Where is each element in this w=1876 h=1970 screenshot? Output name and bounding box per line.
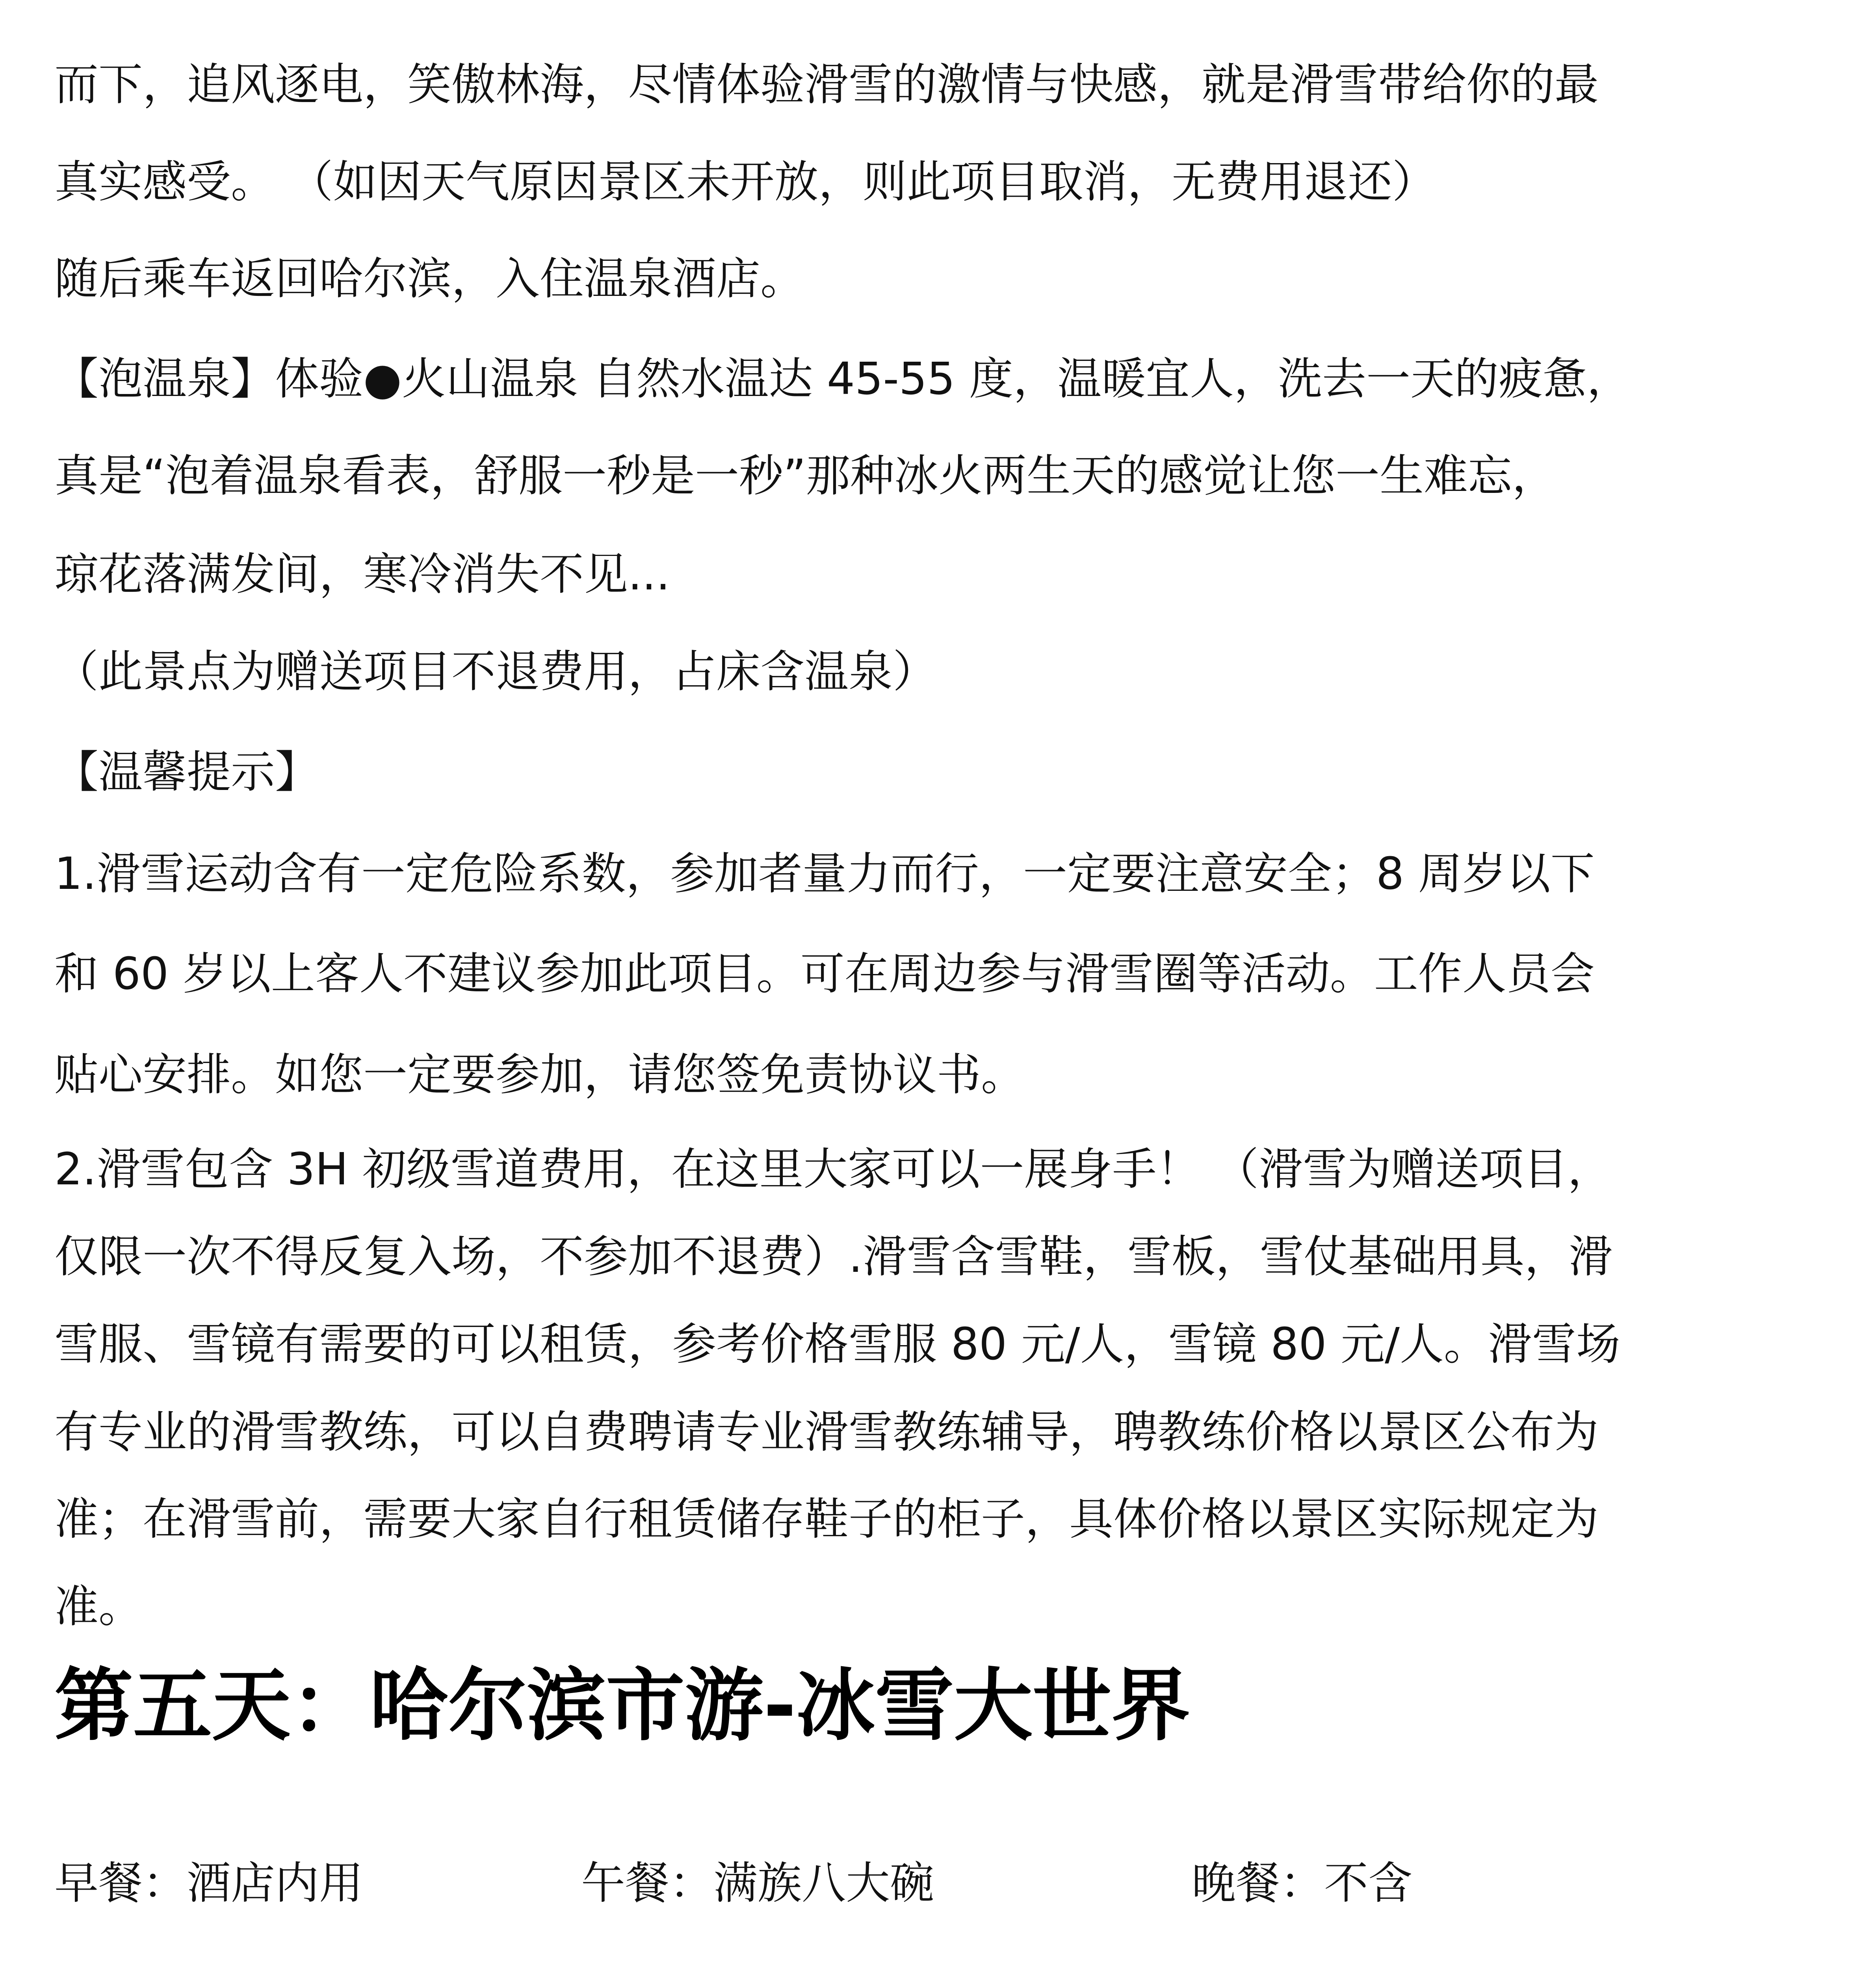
tip-line: 仅限一次不得反复入场，不参加不退费）.滑雪含雪鞋，雪板，雪仗基础用具，滑 [54, 1231, 1613, 1282]
meal-dinner: 晚餐：不含 [1192, 1858, 1412, 1909]
tip-line: 1.滑雪运动含有一定危险系数，参加者量力而行，一定要注意安全；8 周岁以下 [54, 848, 1595, 900]
tip-line: 雪服、雪镜有需要的可以租赁，参考价格雪服 80 元/人，雪镜 80 元/人。滑雪场 [54, 1319, 1620, 1370]
paragraph-line: 真实感受。 （如因天气原因景区未开放，则此项目取消，无费用退还） [54, 156, 1436, 208]
meal-lunch: 午餐：满族八大碗 [581, 1858, 934, 1909]
paragraph-line: 真是“泡着温泉看表，舒服一秒是一秒”那种冰火两生天的感觉让您一生难忘， [54, 450, 1557, 502]
tip-line: 贴心安排。如您一定要参加，请您签免责协议书。 [54, 1049, 1025, 1100]
paragraph-line: 琼花落满发间，寒冷消失不见... [54, 549, 670, 600]
paragraph-line: 而下，追风逐电，笑傲林海，尽情体验滑雪的激情与快感，就是滑雪带给你的最 [54, 59, 1599, 110]
day-heading: 第五天：哈尔滨市游-冰雪大世界 [54, 1660, 1191, 1752]
tip-line: 准。 [54, 1581, 143, 1632]
tip-line: 2.滑雪包含 3H 初级雪道费用，在这里大家可以一展身手！ （滑雪为赠送项目， [54, 1144, 1612, 1195]
tip-line: 准；在滑雪前，需要大家自行租赁储存鞋子的柜子，具体价格以景区实际规定为 [54, 1494, 1599, 1545]
paragraph-line: 随后乘车返回哈尔滨，入住温泉酒店。 [54, 253, 804, 305]
section-label: 【温馨提示】 [54, 747, 319, 798]
tip-line: 有专业的滑雪教练，可以自费聘请专业滑雪教练辅导，聘教练价格以景区公布为 [54, 1407, 1599, 1458]
meal-breakfast: 早餐：酒店内用 [54, 1858, 363, 1909]
paragraph-line: （此景点为赠送项目不退费用，占床含温泉） [54, 646, 937, 697]
tip-line: 和 60 岁以上客人不建议参加此项目。可在周边参与滑雪圈等活动。工作人员会 [54, 948, 1595, 1000]
paragraph-line: 【泡温泉】体验●火山温泉 自然水温达 45-55 度，温暖宜人，洗去一天的疲惫， [54, 353, 1631, 405]
